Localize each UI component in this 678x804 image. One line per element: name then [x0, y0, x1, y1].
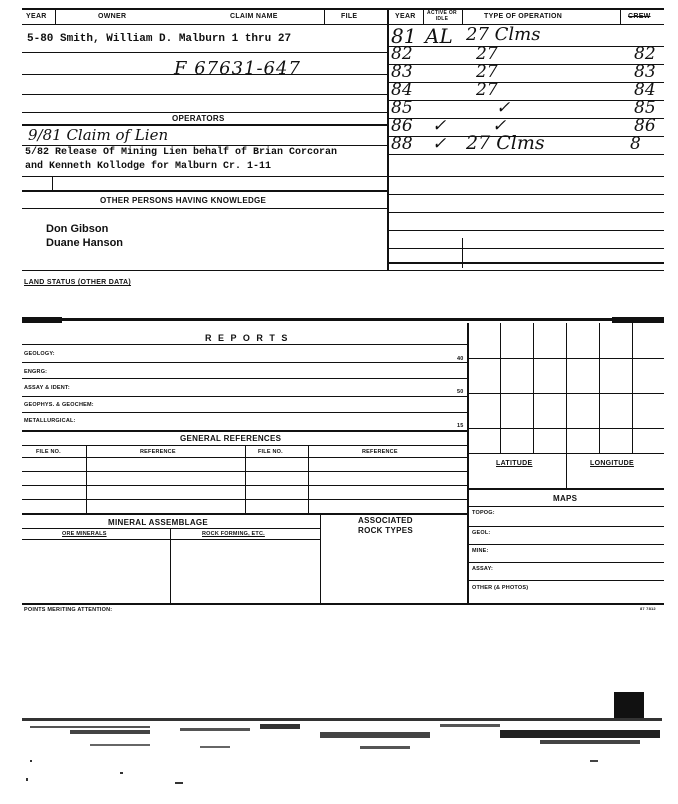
other-person-1: Don Gibson [46, 223, 109, 235]
ops-type-3: 27 [476, 62, 498, 82]
points-meriting-attention-label: POINTS MERITING ATTENTION: [24, 607, 113, 613]
header-owner: OWNER [98, 13, 127, 20]
operators-line-1: 5/82 Release Of Mining Lien behalf of Brian Corcoran [25, 147, 338, 158]
reports-header: R E P O R T S [205, 333, 290, 343]
ops-year-3: 83 [391, 62, 413, 82]
refs-col-reference-2: REFERENCE [362, 449, 398, 455]
file-number-handwritten: F 67631-647 [174, 58, 301, 79]
reports-metallurgical-label: METALLURGICAL: [24, 418, 76, 424]
reports-geophys-label: GEOPHYS. & GEOCHEM: [24, 402, 94, 408]
ops-crew-7: 8 [630, 134, 641, 154]
maps-topog-label: TOPOG: [472, 510, 495, 516]
ops-type-2: 27 [476, 44, 498, 64]
reports-metallurgical-code: 15 [457, 423, 464, 429]
latitude-label: LATITUDE [496, 460, 533, 467]
rock-types-label: ROCK TYPES [358, 526, 414, 535]
header-year-2: YEAR [395, 13, 416, 20]
ops-year-1: 81 [391, 24, 417, 48]
land-status-label: LAND STATUS (OTHER DATA) [24, 279, 132, 286]
refs-col-reference-1: REFERENCE [140, 449, 176, 455]
ops-year-6: 86 [391, 116, 413, 136]
maps-assay-label: ASSAY: [472, 566, 494, 572]
associated-label: ASSOCIATED [358, 516, 413, 525]
ops-type-1: 27 Clms [466, 24, 541, 45]
reports-assay-label: ASSAY & IDENT: [24, 385, 70, 391]
ops-type-7: 27 Clms [466, 132, 545, 154]
operators-line-2: and Kenneth Kollodge for Malburn Cr. 1-11 [25, 161, 272, 172]
header-file: FILE [341, 13, 358, 20]
maps-geol-label: GEOL: [472, 530, 491, 536]
rock-forming-label: ROCK FORMING, ETC. [202, 531, 265, 537]
operators-handwritten-entry: 9/81 Claim of Lien [28, 126, 169, 144]
refs-col-file-no-2: FILE NO. [258, 449, 283, 455]
form-number: 87 7812 [640, 606, 656, 611]
header-claim-name: CLAIM NAME [230, 13, 278, 20]
header-type-of-operation: TYPE OF OPERATION [484, 13, 563, 20]
maps-header: MAPS [553, 494, 578, 503]
header-active-or-idle: ACTIVE OR IDLE [427, 10, 457, 22]
ops-type-5: ✓ [496, 98, 511, 118]
reports-geology-label: GEOLOGY: [24, 351, 55, 357]
mineral-assemblage-header: MINERAL ASSEMBLAGE [108, 518, 209, 527]
ops-crew-5: 85 [634, 98, 656, 118]
ops-active-6: ✓ [432, 116, 447, 136]
ops-year-5: 85 [391, 98, 413, 118]
scan-noise-band [0, 700, 678, 804]
maps-other-label: OTHER (& PHOTOS) [472, 585, 529, 591]
ops-active-1: AL [425, 24, 453, 48]
ops-type-6: ✓ [492, 116, 507, 136]
ore-minerals-label: ORE MINERALS [62, 531, 107, 537]
header-year: YEAR [26, 13, 47, 20]
refs-col-file-no-1: FILE NO. [36, 449, 61, 455]
ops-crew-6: 86 [634, 116, 656, 136]
ops-crew-4: 84 [634, 80, 656, 100]
header-crew: CREW [628, 13, 651, 20]
ops-crew-2: 82 [634, 44, 656, 64]
reports-engrg-label: ENGRG: [24, 369, 48, 375]
ops-year-7: 88 [391, 134, 413, 154]
ops-year-4: 84 [391, 80, 413, 100]
longitude-label: LONGITUDE [590, 460, 634, 467]
general-references-header: GENERAL REFERENCES [180, 434, 282, 443]
reports-geology-code: 40 [457, 356, 464, 362]
ops-active-7: ✓ [432, 134, 447, 154]
operators-header: OPERATORS [172, 114, 225, 123]
ops-year-2: 82 [391, 44, 413, 64]
maps-mine-label: MINE: [472, 548, 489, 554]
other-persons-header: OTHER PERSONS HAVING KNOWLEDGE [100, 196, 267, 205]
other-person-2: Duane Hanson [46, 237, 124, 249]
owner-entry: 5-80 Smith, William D. Malburn 1 thru 27 [27, 33, 292, 45]
reports-assay-code: 50 [457, 389, 464, 395]
ops-type-4: 27 [476, 80, 498, 100]
ops-crew-3: 83 [634, 62, 656, 82]
